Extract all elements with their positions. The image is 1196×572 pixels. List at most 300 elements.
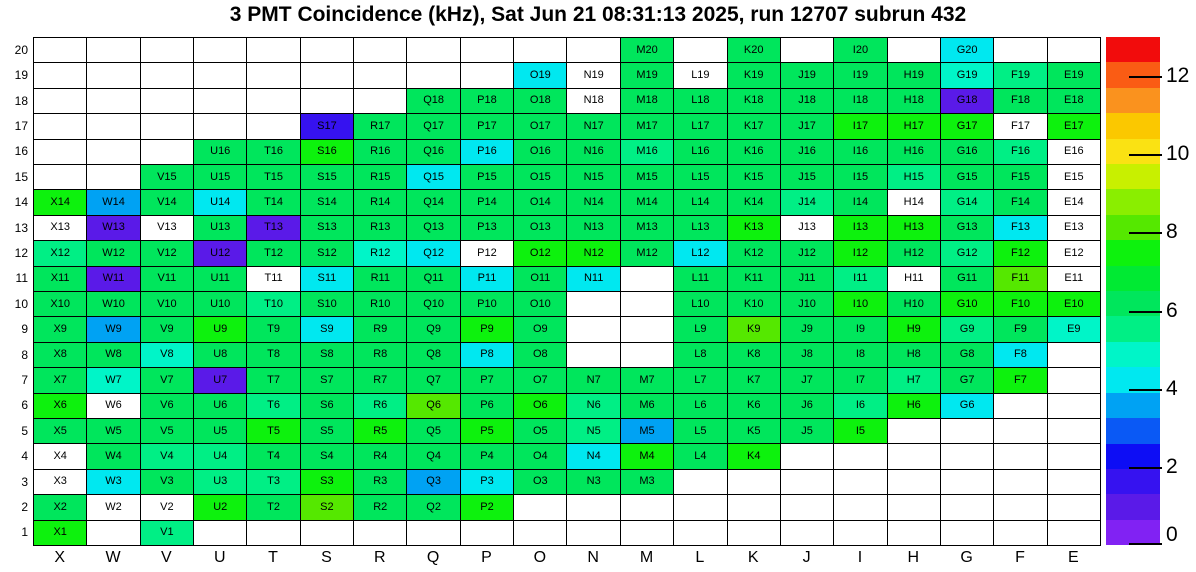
colorbar-tick-4: [1129, 389, 1162, 391]
heatmap-cell-W20: [86, 37, 139, 62]
heatmap-cell-K6: K6: [727, 393, 780, 418]
x-axis-label-U: U: [213, 549, 226, 566]
heatmap-cell-I6: I6: [833, 393, 886, 418]
heatmap-cell-V13: V13: [140, 215, 193, 240]
heatmap-cell-O15: O15: [513, 164, 566, 189]
heatmap-cell-M14: M14: [620, 189, 673, 214]
heatmap-cell-U18: [193, 88, 246, 113]
heatmap-cell-N18: N18: [566, 88, 619, 113]
heatmap-cell-H7: H7: [887, 367, 940, 392]
heatmap-cell-F14: F14: [993, 189, 1046, 214]
heatmap-cell-H12: H12: [887, 240, 940, 265]
heatmap-cell-U4: U4: [193, 443, 246, 468]
colorbar-band-9: [1106, 291, 1160, 316]
heatmap-cell-T15: T15: [246, 164, 299, 189]
y-axis-label-8: 8: [21, 347, 28, 362]
heatmap-cell-T18: [246, 88, 299, 113]
heatmap-cell-R8: R8: [353, 342, 406, 367]
x-axis-label-K: K: [747, 549, 759, 566]
heatmap-cell-P11: P11: [460, 266, 513, 291]
heatmap-cell-U1: [193, 520, 246, 545]
heatmap-cell-I5: I5: [833, 418, 886, 443]
heatmap-cell-H17: H17: [887, 113, 940, 138]
heatmap-cell-U5: U5: [193, 418, 246, 443]
heatmap-cell-F8: F8: [993, 342, 1046, 367]
heatmap-cell-G6: G6: [940, 393, 993, 418]
heatmap-cell-S18: [300, 88, 353, 113]
heatmap-cell-V4: V4: [140, 443, 193, 468]
heatmap-cell-S20: [300, 37, 353, 62]
heatmap-cell-R1: [353, 520, 406, 545]
colorbar-tick-12: [1129, 76, 1162, 78]
colorbar-tick-0: [1129, 543, 1162, 545]
heatmap-cell-F18: F18: [993, 88, 1046, 113]
heatmap-cell-G4: [940, 443, 993, 468]
heatmap-cell-G19: G19: [940, 62, 993, 87]
heatmap-cell-F12: F12: [993, 240, 1046, 265]
heatmap-cell-E7: [1047, 367, 1100, 392]
heatmap-cell-S3: S3: [300, 469, 353, 494]
heatmap-cell-P3: P3: [460, 469, 513, 494]
colorbar-band-3: [1106, 444, 1160, 469]
heatmap-cell-V1: V1: [140, 520, 193, 545]
colorbar-tick-2: [1129, 467, 1162, 469]
heatmap-cell-G7: G7: [940, 367, 993, 392]
heatmap-cell-E5: [1047, 418, 1100, 443]
heatmap-cell-H5: [887, 418, 940, 443]
heatmap-cell-P19: [460, 62, 513, 87]
heatmap-cell-M1: [620, 520, 673, 545]
colorbar-band-5: [1106, 393, 1160, 418]
heatmap-cell-T19: [246, 62, 299, 87]
heatmap-cell-L16: L16: [673, 139, 726, 164]
y-axis-label-10: 10: [14, 296, 28, 311]
heatmap-cell-W10: W10: [86, 291, 139, 316]
heatmap-cell-K2: [727, 494, 780, 519]
heatmap-cell-X7: X7: [33, 367, 86, 392]
heatmap-cell-R20: [353, 37, 406, 62]
heatmap-cell-K9: K9: [727, 316, 780, 341]
colorbar-band-11: [1106, 240, 1160, 265]
heatmap-cell-K17: K17: [727, 113, 780, 138]
heatmap-cell-G16: G16: [940, 139, 993, 164]
heatmap-cell-X20: [33, 37, 86, 62]
heatmap-cell-S6: S6: [300, 393, 353, 418]
heatmap-cell-G8: G8: [940, 342, 993, 367]
heatmap-cell-F7: F7: [993, 367, 1046, 392]
heatmap-cell-E3: [1047, 469, 1100, 494]
heatmap-cell-L13: L13: [673, 215, 726, 240]
x-axis-label-M: M: [639, 549, 654, 566]
heatmap-cell-J19: J19: [780, 62, 833, 87]
heatmap-cell-O20: [513, 37, 566, 62]
heatmap-cell-M20: M20: [620, 37, 673, 62]
heatmap-cell-E15: E15: [1047, 164, 1100, 189]
heatmap-cell-P7: P7: [460, 367, 513, 392]
heatmap-cell-F16: F16: [993, 139, 1046, 164]
heatmap-cell-V11: V11: [140, 266, 193, 291]
heatmap-cell-F3: [993, 469, 1046, 494]
heatmap-cell-S14: S14: [300, 189, 353, 214]
heatmap-cell-O13: O13: [513, 215, 566, 240]
heatmap-cell-Q1: [406, 520, 459, 545]
heatmap-cell-N15: N15: [566, 164, 619, 189]
heatmap-cell-P14: P14: [460, 189, 513, 214]
heatmap-cell-Q20: [406, 37, 459, 62]
heatmap-cell-Q19: [406, 62, 459, 87]
heatmap-cell-G15: G15: [940, 164, 993, 189]
heatmap-cell-I13: I13: [833, 215, 886, 240]
heatmap-cell-G2: [940, 494, 993, 519]
heatmap-cell-N14: N14: [566, 189, 619, 214]
heatmap-cell-O17: O17: [513, 113, 566, 138]
heatmap-cell-F9: F9: [993, 316, 1046, 341]
colorbar-tick-6: [1129, 311, 1162, 313]
heatmap-cell-T7: T7: [246, 367, 299, 392]
heatmap-cell-G18: G18: [940, 88, 993, 113]
colorbar-tick-label-2: 2: [1166, 454, 1178, 478]
heatmap-cell-U7: U7: [193, 367, 246, 392]
heatmap-cell-T9: T9: [246, 316, 299, 341]
heatmap-cell-V3: V3: [140, 469, 193, 494]
heatmap-cell-F10: F10: [993, 291, 1046, 316]
heatmap-cell-K15: K15: [727, 164, 780, 189]
heatmap-cell-X9: X9: [33, 316, 86, 341]
heatmap-cell-E14: E14: [1047, 189, 1100, 214]
heatmap-cell-R4: R4: [353, 443, 406, 468]
heatmap-cell-W17: [86, 113, 139, 138]
heatmap-cell-O5: O5: [513, 418, 566, 443]
heatmap-cell-V6: V6: [140, 393, 193, 418]
heatmap-cell-X18: [33, 88, 86, 113]
heatmap-cell-H1: [887, 520, 940, 545]
heatmap-cell-H10: H10: [887, 291, 940, 316]
chart-title: 3 PMT Coincidence (kHz), Sat Jun 21 08:31:13 2025, run 12707 subrun 432: [229, 3, 967, 26]
heatmap-cell-S11: S11: [300, 266, 353, 291]
heatmap-cell-W9: W9: [86, 316, 139, 341]
heatmap-cell-V19: [140, 62, 193, 87]
colorbar-tick-label-6: 6: [1166, 298, 1178, 322]
heatmap-cell-P4: P4: [460, 443, 513, 468]
heatmap-cell-U13: U13: [193, 215, 246, 240]
heatmap-cell-R12: R12: [353, 240, 406, 265]
heatmap-cell-U2: U2: [193, 494, 246, 519]
heatmap-cell-L14: L14: [673, 189, 726, 214]
heatmap-cell-I19: I19: [833, 62, 886, 87]
heatmap-cell-T3: T3: [246, 469, 299, 494]
heatmap-cell-X14: X14: [33, 189, 86, 214]
heatmap-cell-H9: H9: [887, 316, 940, 341]
x-axis-label-G: G: [960, 549, 973, 566]
heatmap-cell-M12: M12: [620, 240, 673, 265]
y-axis-label-16: 16: [14, 144, 28, 159]
heatmap-cell-M16: M16: [620, 139, 673, 164]
heatmap-cell-R18: [353, 88, 406, 113]
heatmap-cell-P13: P13: [460, 215, 513, 240]
heatmap-cell-J7: J7: [780, 367, 833, 392]
heatmap-cell-P15: P15: [460, 164, 513, 189]
y-axis-label-20: 20: [14, 42, 28, 57]
colorbar-band-0: [1106, 520, 1160, 545]
heatmap-cell-R10: R10: [353, 291, 406, 316]
heatmap-cell-L7: L7: [673, 367, 726, 392]
heatmap-cell-Q18: Q18: [406, 88, 459, 113]
heatmap-cell-Q6: Q6: [406, 393, 459, 418]
heatmap-cell-T17: [246, 113, 299, 138]
heatmap-cell-N2: [566, 494, 619, 519]
heatmap-cell-J1: [780, 520, 833, 545]
heatmap-cell-Q4: Q4: [406, 443, 459, 468]
heatmap-cell-W15: [86, 164, 139, 189]
heatmap-cell-M11: [620, 266, 673, 291]
heatmap-cell-G3: [940, 469, 993, 494]
heatmap-cell-Q5: Q5: [406, 418, 459, 443]
heatmap-cell-N17: N17: [566, 113, 619, 138]
heatmap-cell-W1: [86, 520, 139, 545]
heatmap-cell-T2: T2: [246, 494, 299, 519]
heatmap-cell-L5: L5: [673, 418, 726, 443]
heatmap-cell-P18: P18: [460, 88, 513, 113]
heatmap-cell-Q2: Q2: [406, 494, 459, 519]
heatmap-cell-M9: [620, 316, 673, 341]
colorbar-band-13: [1106, 189, 1160, 214]
colorbar-band-16: [1106, 113, 1160, 138]
heatmap-cell-L17: L17: [673, 113, 726, 138]
heatmap-cell-H4: [887, 443, 940, 468]
heatmap-cell-X13: X13: [33, 215, 86, 240]
heatmap-cell-T5: T5: [246, 418, 299, 443]
heatmap-cell-R3: R3: [353, 469, 406, 494]
x-axis-label-V: V: [161, 549, 172, 566]
heatmap-cell-H14: H14: [887, 189, 940, 214]
colorbar-band-17: [1106, 88, 1160, 113]
heatmap-cell-V15: V15: [140, 164, 193, 189]
x-axis-label-T: T: [268, 549, 278, 566]
x-axis-label-N: N: [587, 549, 599, 566]
heatmap-cell-W13: W13: [86, 215, 139, 240]
heatmap-cell-U9: U9: [193, 316, 246, 341]
heatmap-cell-L10: L10: [673, 291, 726, 316]
heatmap-cell-I2: [833, 494, 886, 519]
heatmap-cell-P1: [460, 520, 513, 545]
heatmap-cell-O11: O11: [513, 266, 566, 291]
heatmap-cell-F4: [993, 443, 1046, 468]
heatmap-cell-O16: O16: [513, 139, 566, 164]
heatmap-cell-P12: P12: [460, 240, 513, 265]
heatmap-cell-P16: P16: [460, 139, 513, 164]
y-axis-label-18: 18: [14, 93, 28, 108]
heatmap-cell-N4: N4: [566, 443, 619, 468]
heatmap-cell-G10: G10: [940, 291, 993, 316]
heatmap-cell-I11: I11: [833, 266, 886, 291]
heatmap-cell-S8: S8: [300, 342, 353, 367]
heatmap-cell-S13: S13: [300, 215, 353, 240]
heatmap-cell-R17: R17: [353, 113, 406, 138]
heatmap-cell-N1: [566, 520, 619, 545]
colorbar-tick-label-8: 8: [1166, 220, 1178, 244]
y-axis-label-4: 4: [21, 449, 28, 464]
heatmap-cell-R2: R2: [353, 494, 406, 519]
heatmap-cell-O3: O3: [513, 469, 566, 494]
heatmap-cell-O8: O8: [513, 342, 566, 367]
heatmap-cell-U16: U16: [193, 139, 246, 164]
heatmap-cell-I16: I16: [833, 139, 886, 164]
heatmap-cell-S7: S7: [300, 367, 353, 392]
heatmap-cell-S16: S16: [300, 139, 353, 164]
heatmap-cell-W3: W3: [86, 469, 139, 494]
y-axis-label-13: 13: [14, 220, 28, 235]
heatmap-cell-E16: E16: [1047, 139, 1100, 164]
heatmap-cell-E8: [1047, 342, 1100, 367]
heatmap-cell-W2: W2: [86, 494, 139, 519]
heatmap-cell-R9: R9: [353, 316, 406, 341]
heatmap-cell-F15: F15: [993, 164, 1046, 189]
heatmap-cell-V8: V8: [140, 342, 193, 367]
heatmap-cell-X1: X1: [33, 520, 86, 545]
heatmap-cell-N5: N5: [566, 418, 619, 443]
heatmap-cell-F6: [993, 393, 1046, 418]
heatmap-cell-V5: V5: [140, 418, 193, 443]
heatmap-cell-S9: S9: [300, 316, 353, 341]
heatmap-cell-K12: K12: [727, 240, 780, 265]
heatmap-cell-N7: N7: [566, 367, 619, 392]
colorbar-band-19: [1106, 37, 1160, 62]
heatmap-cell-M5: M5: [620, 418, 673, 443]
y-axis-label-15: 15: [14, 169, 28, 184]
y-axis-label-9: 9: [21, 322, 28, 337]
heatmap-cell-M15: M15: [620, 164, 673, 189]
heatmap-cell-L6: L6: [673, 393, 726, 418]
x-axis-label-X: X: [54, 549, 65, 566]
heatmap-cell-F2: [993, 494, 1046, 519]
y-axis-label-6: 6: [21, 398, 28, 413]
heatmap-cell-G9: G9: [940, 316, 993, 341]
heatmap-cell-P17: P17: [460, 113, 513, 138]
heatmap-cell-I18: I18: [833, 88, 886, 113]
heatmap-cell-Q10: Q10: [406, 291, 459, 316]
heatmap-cell-E19: E19: [1047, 62, 1100, 87]
heatmap-cell-L20: [673, 37, 726, 62]
heatmap-cell-E12: E12: [1047, 240, 1100, 265]
heatmap-cell-N20: [566, 37, 619, 62]
heatmap-cell-J4: [780, 443, 833, 468]
heatmap-cell-U12: U12: [193, 240, 246, 265]
heatmap-cell-L1: [673, 520, 726, 545]
heatmap-cell-K14: K14: [727, 189, 780, 214]
heatmap-cell-E1: [1047, 520, 1100, 545]
x-axis-label-S: S: [321, 549, 332, 566]
heatmap-cell-P20: [460, 37, 513, 62]
heatmap-cell-W18: [86, 88, 139, 113]
heatmap-cell-Q3: Q3: [406, 469, 459, 494]
heatmap-cell-Q17: Q17: [406, 113, 459, 138]
heatmap-cell-U8: U8: [193, 342, 246, 367]
heatmap-cell-H8: H8: [887, 342, 940, 367]
heatmap-cell-L19: L19: [673, 62, 726, 87]
heatmap-cell-O1: [513, 520, 566, 545]
heatmap-cell-S15: S15: [300, 164, 353, 189]
heatmap-cell-O7: O7: [513, 367, 566, 392]
heatmap-cell-F1: [993, 520, 1046, 545]
heatmap-cell-S4: S4: [300, 443, 353, 468]
heatmap-cell-L2: [673, 494, 726, 519]
heatmap-cell-T6: T6: [246, 393, 299, 418]
colorbar-band-14: [1106, 164, 1160, 189]
heatmap-cell-E13: E13: [1047, 215, 1100, 240]
heatmap-cell-W8: W8: [86, 342, 139, 367]
heatmap-cell-T13: T13: [246, 215, 299, 240]
heatmap-cell-U11: U11: [193, 266, 246, 291]
heatmap-cell-X16: [33, 139, 86, 164]
heatmap-cell-N12: N12: [566, 240, 619, 265]
heatmap-cell-H2: [887, 494, 940, 519]
heatmap-cell-R14: R14: [353, 189, 406, 214]
heatmap-cell-N8: [566, 342, 619, 367]
heatmap-cell-X3: X3: [33, 469, 86, 494]
heatmap-cell-U19: [193, 62, 246, 87]
heatmap-cell-Q15: Q15: [406, 164, 459, 189]
heatmap-cell-J20: [780, 37, 833, 62]
y-axis-label-12: 12: [14, 245, 28, 260]
y-axis-label-11: 11: [15, 271, 28, 286]
heatmap-cell-L9: L9: [673, 316, 726, 341]
heatmap-cell-X19: [33, 62, 86, 87]
heatmap-cell-J13: J13: [780, 215, 833, 240]
heatmap-cell-K7: K7: [727, 367, 780, 392]
heatmap-cell-P9: P9: [460, 316, 513, 341]
heatmap-cell-F13: F13: [993, 215, 1046, 240]
colorbar-band-4: [1106, 418, 1160, 443]
heatmap-cell-X8: X8: [33, 342, 86, 367]
x-axis-label-W: W: [105, 549, 121, 566]
heatmap-cell-T10: T10: [246, 291, 299, 316]
heatmap-cell-O14: O14: [513, 189, 566, 214]
y-axis-label-1: 1: [21, 525, 28, 540]
heatmap-cell-N6: N6: [566, 393, 619, 418]
heatmap-cell-F5: [993, 418, 1046, 443]
heatmap-cell-E20: [1047, 37, 1100, 62]
heatmap-cell-M3: M3: [620, 469, 673, 494]
heatmap-cell-K11: K11: [727, 266, 780, 291]
heatmap-cell-G20: G20: [940, 37, 993, 62]
heatmap-cell-R11: R11: [353, 266, 406, 291]
heatmap-cell-S5: S5: [300, 418, 353, 443]
heatmap-cell-W16: [86, 139, 139, 164]
heatmap-cell-V18: [140, 88, 193, 113]
heatmap-cell-S19: [300, 62, 353, 87]
heatmap-cell-O18: O18: [513, 88, 566, 113]
heatmap-cell-X12: X12: [33, 240, 86, 265]
heatmap-cell-M2: [620, 494, 673, 519]
heatmap-cell-I15: I15: [833, 164, 886, 189]
heatmap-cell-I4: [833, 443, 886, 468]
heatmap-cell-J8: J8: [780, 342, 833, 367]
heatmap-cell-Q8: Q8: [406, 342, 459, 367]
heatmap-cell-H15: H15: [887, 164, 940, 189]
heatmap-cell-R16: R16: [353, 139, 406, 164]
heatmap-cell-K16: K16: [727, 139, 780, 164]
colorbar-band-7: [1106, 342, 1160, 367]
heatmap-cell-I14: I14: [833, 189, 886, 214]
heatmap-cell-S2: S2: [300, 494, 353, 519]
heatmap-cell-I20: I20: [833, 37, 886, 62]
colorbar-tick-label-0: 0: [1166, 523, 1178, 546]
heatmap-cell-U17: [193, 113, 246, 138]
heatmap-cell-J6: J6: [780, 393, 833, 418]
heatmap-cell-V12: V12: [140, 240, 193, 265]
y-axis-label-3: 3: [21, 474, 28, 489]
heatmap-cell-V16: [140, 139, 193, 164]
